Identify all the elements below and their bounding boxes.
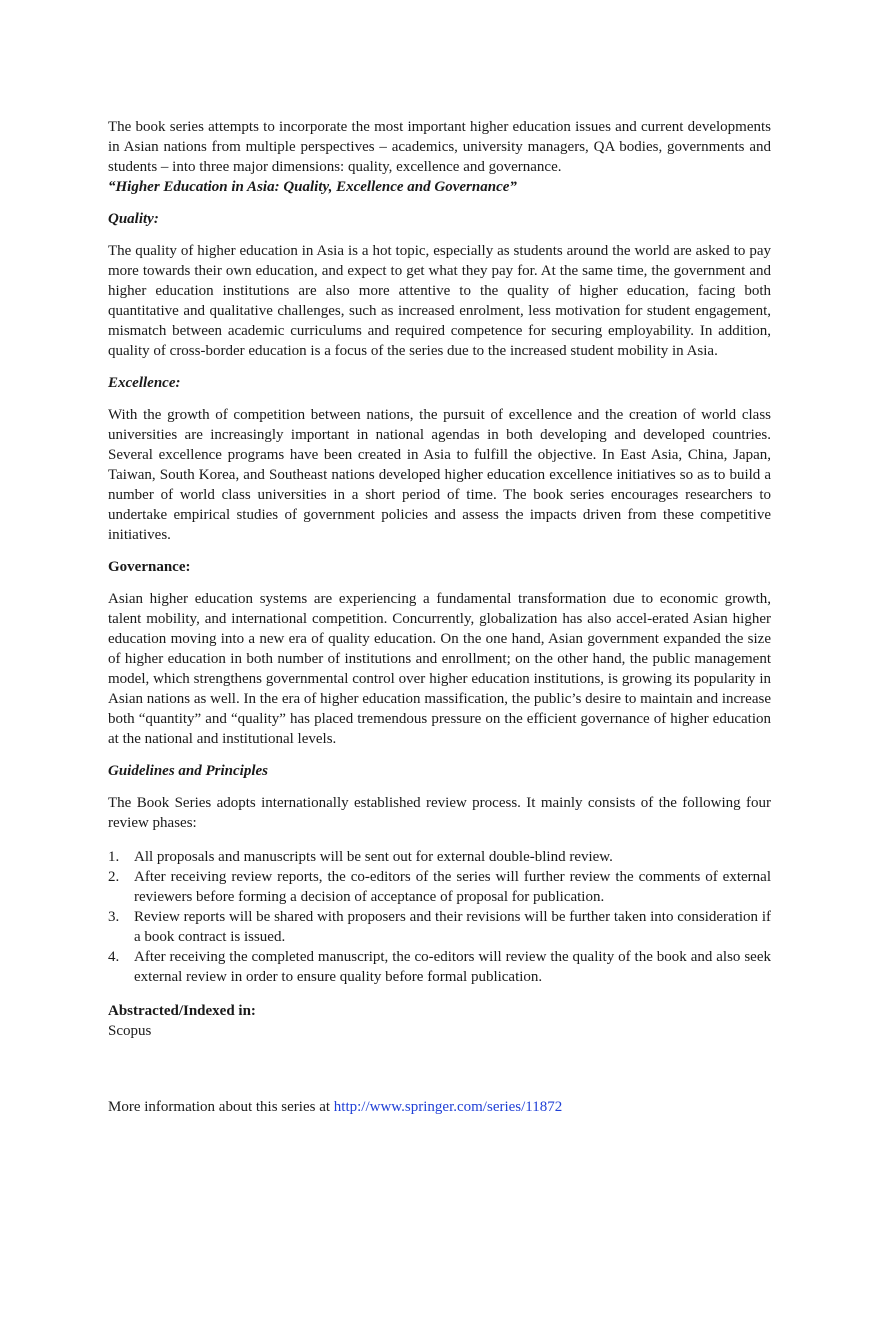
more-info-line (108, 1097, 771, 1117)
list-item-number: 1. (108, 849, 120, 865)
quality-section (108, 209, 771, 361)
list-item-number: 4. (108, 949, 120, 965)
document-page (108, 117, 771, 1117)
list-item (108, 867, 771, 907)
list-item (108, 947, 771, 987)
indexed-section (108, 1001, 771, 1041)
list-item-text: After receiving the completed manuscript, the co-editors will review the quality of the book and also seek external review in order to ensure quality before formal publication. (134, 949, 771, 985)
review-phases-list (108, 847, 771, 987)
series-link[interactable]: http://www.springer.com/series/11872 (333, 1099, 563, 1115)
list-item (108, 907, 771, 947)
governance-section (108, 557, 771, 749)
quality-heading: Quality: (108, 211, 159, 227)
list-item-number: 3. (108, 909, 120, 925)
more-info-text: More information about this series at (108, 1099, 334, 1115)
excellence-section (108, 373, 771, 545)
list-item-text: After receiving review reports, the co-editors of the series will further review the comments of external reviewers before forming a decision of acceptance of proposal for publication. (134, 869, 771, 905)
list-item-text: All proposals and manuscripts will be sent out for external double-blind review. (134, 849, 613, 865)
excellence-paragraph: With the growth of competition between nations, the pursuit of excellence and the creation of world class universities are increasingly important in national agendas in both developing and developed countries. Several excellence programs have been created in Asia to fulfill the objective. In East Asia, China, Japan, Taiwan, South Korea, and Southeast nations developed higher education excellence initiatives so as to build a number of world class universities in a short period of time. The book series encourages researchers to undertake empirical studies of government policies and assess the impacts driven from these competitive initiatives. (108, 407, 771, 543)
list-item-number: 2. (108, 869, 120, 885)
indexed-value: Scopus (108, 1023, 152, 1039)
series-title: “Higher Education in Asia: Quality, Excellence and Governance” (108, 179, 517, 195)
excellence-heading: Excellence: (108, 375, 181, 391)
governance-heading: Governance: (108, 559, 191, 575)
governance-paragraph: Asian higher education systems are experiencing a fundamental transformation due to economic growth, talent mobility, and international competition. Concurrently, globalization has also accel-erated Asian higher education moving into a new era of quality education. On the one hand, Asian government expanded the size of higher education in both number of institutions and enrollment; on the other hand, the public management model, which strengthens governmental control over higher education institutions, is growing its popularity in Asian nations as well. In the era of higher education massification, the public’s desire to maintain and increase both “quantity” and “quality” has placed tremendous pressure on the efficient governance of higher education at the national and institutional levels. (108, 591, 771, 747)
indexed-heading: Abstracted/Indexed in: (108, 1003, 256, 1019)
intro-paragraph: The book series attempts to incorporate the most important higher education issues and current developments in Asian nations from multiple perspectives – academics, university managers, QA bodies, governments and students – into three major dimensions: quality, excellence and governance. (108, 119, 771, 175)
guidelines-section (108, 761, 771, 987)
guidelines-paragraph: The Book Series adopts internationally established review process. It mainly consists of the following four review phases: (108, 795, 771, 831)
quality-paragraph: The quality of higher education in Asia is a hot topic, especially as students around the world are asked to pay more towards their own education, and expect to get what they pay for. At the same time, the government and higher education institutions are also more attentive to the quality of higher education, facing both quantitative and qualitative challenges, such as increased enrolment, less motivation for student engagement, mismatch between academic curriculums and required competence for securing employability. In addition, quality of cross-border education is a focus of the series due to the increased student mobility in Asia. (108, 243, 771, 359)
guidelines-heading: Guidelines and Principles (108, 763, 269, 779)
intro-section (108, 117, 771, 197)
list-item-text: Review reports will be shared with proposers and their revisions will be further taken into consideration if a book contract is issued. (134, 909, 771, 945)
list-item (108, 847, 771, 867)
